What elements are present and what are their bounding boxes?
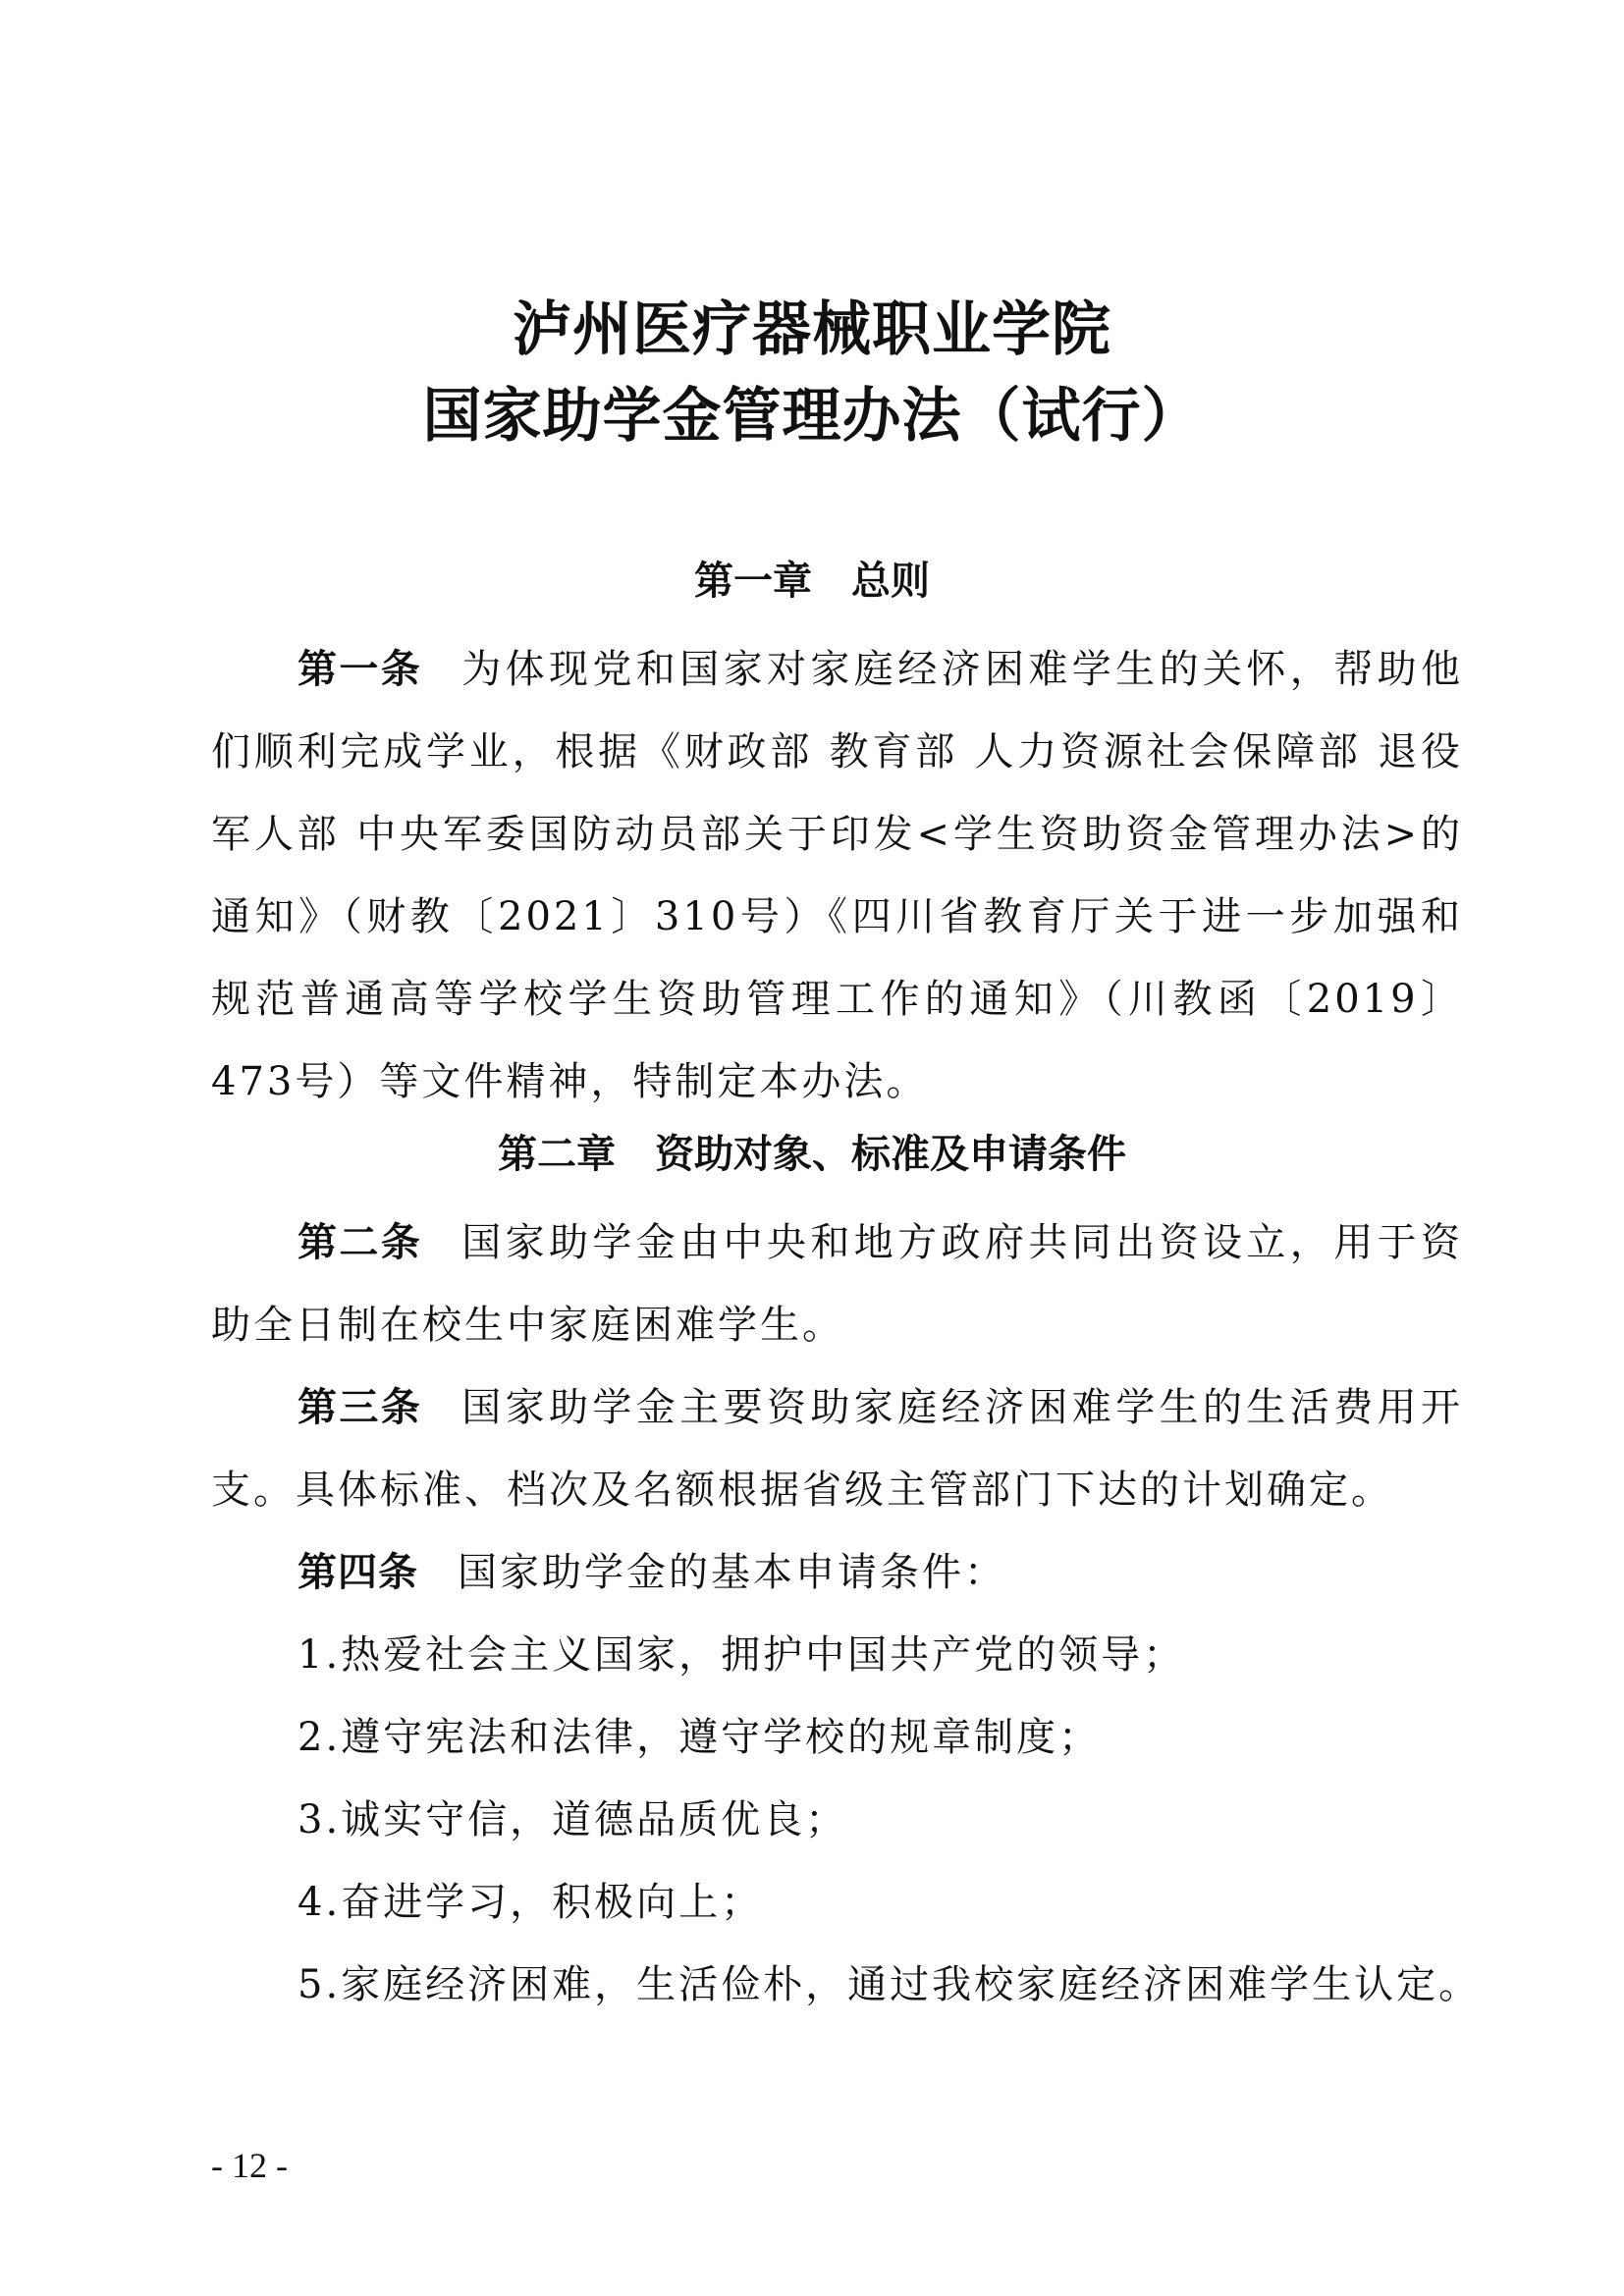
document-title-line-1: 泸州医疗器械职业学院 bbox=[513, 295, 1111, 364]
article-1-paragraph bbox=[211, 628, 1463, 1123]
article-3-paragraph bbox=[211, 1366, 1463, 1531]
condition-item-1: 1.热爱社会主义国家，拥护中国共产党的领导； bbox=[298, 1632, 1186, 1678]
article-3-text: 国家助学金主要资助家庭经济困难学生的生活费用开支。具体标准、档次及名额根据省级主管部门下达的计划确定。 bbox=[211, 1385, 1464, 1513]
document-title-line-2: 国家助学金管理办法（试行） bbox=[422, 382, 1202, 451]
article-3-heading: 第三条 bbox=[298, 1385, 423, 1430]
article-4-heading: 第四条 bbox=[298, 1550, 418, 1595]
article-4-text: 国家助学金的基本申请条件： bbox=[458, 1550, 1006, 1595]
condition-item-5: 5.家庭经济困难，生活俭朴，通过我校家庭经济困难学生认定。 bbox=[298, 1962, 1482, 2007]
condition-item-3: 3.诚实守信，道德品质优良； bbox=[298, 1797, 848, 1842]
article-1-heading: 第一条 bbox=[298, 647, 423, 692]
article-4-paragraph bbox=[211, 1531, 1463, 1614]
chapter-heading-2: 第二章 资助对象、标准及申请条件 bbox=[498, 1132, 1126, 1177]
article-1-text: 为体现党和国家对家庭经济困难学生的关怀，帮助他们顺利完成学业，根据《财政部 教育部 人力资源社会保障部 退役军人部 中央军委国防动员部关于印发<学生资助资金管理办法>的通知》（财教〔2021〕310号）《四川省教育厅关于进一步加强和规范普通高等学校学生资助管理工作的通知》（川教函〔2019〕473号）等文件精神，特制定本办法。 bbox=[211, 647, 1464, 1104]
condition-item-2: 2.遵守宪法和法律，遵守学校的规章制度； bbox=[298, 1715, 1102, 1760]
article-2-heading: 第二条 bbox=[298, 1220, 423, 1265]
article-2-paragraph bbox=[211, 1201, 1463, 1366]
chapter-heading-1: 第一章 总则 bbox=[694, 559, 930, 604]
page-number: - 12 - bbox=[211, 2146, 288, 2185]
article-2-text: 国家助学金由中央和地方政府共同出资设立，用于资助全日制在校生中家庭困难学生。 bbox=[211, 1220, 1464, 1348]
condition-item-4: 4.奋进学习，积极向上； bbox=[298, 1880, 764, 1925]
